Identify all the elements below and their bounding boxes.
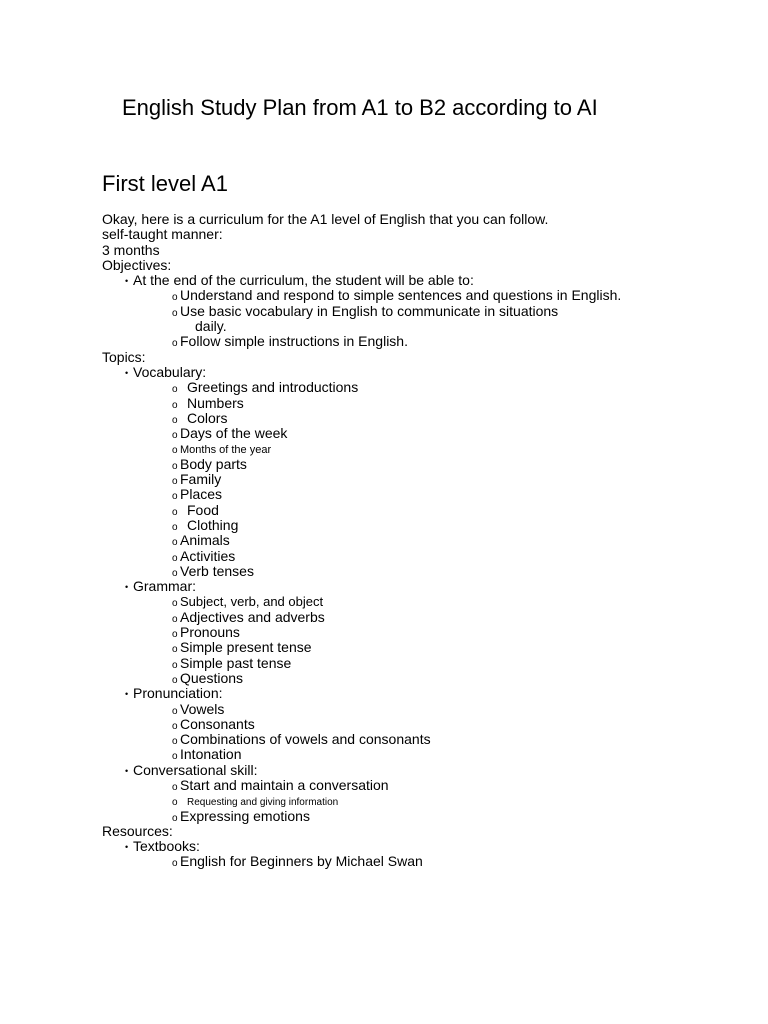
circle-bullet-icon: o bbox=[172, 659, 178, 671]
list-item-text: Adjectives and adverbs bbox=[180, 608, 325, 625]
list-item bbox=[102, 594, 722, 609]
bullet-item bbox=[102, 365, 722, 380]
circle-bullet-icon: o bbox=[172, 629, 178, 641]
list-item bbox=[102, 503, 722, 518]
circle-bullet-icon: o bbox=[172, 613, 178, 625]
bullet-item bbox=[102, 273, 722, 288]
bullet-icon: • bbox=[125, 689, 129, 700]
list-item-text: Colors bbox=[187, 409, 228, 426]
bullet-icon: • bbox=[125, 582, 129, 593]
list-item-text: Requesting and giving information bbox=[187, 797, 339, 809]
list-item bbox=[102, 671, 722, 686]
circle-bullet-icon: o bbox=[172, 705, 178, 717]
list-item-text: Numbers bbox=[187, 394, 244, 411]
list-item bbox=[102, 747, 722, 762]
list-item-text: Understand and respond to simple sentences and questions in English. bbox=[180, 287, 622, 304]
bullet-icon: • bbox=[125, 276, 129, 287]
list-item-continuation: daily. bbox=[195, 318, 227, 335]
list-item-text: Food bbox=[187, 501, 219, 518]
list-item-text: Months of the year bbox=[180, 444, 272, 457]
circle-bullet-icon: o bbox=[172, 751, 178, 763]
list-item-text: Places bbox=[180, 486, 223, 503]
circle-bullet-icon: o bbox=[172, 506, 178, 518]
circle-bullet-icon: o bbox=[172, 307, 178, 319]
conversational-label: Conversational skill: bbox=[133, 761, 258, 778]
list-item-text: Body parts bbox=[180, 455, 247, 472]
circle-bullet-icon: o bbox=[172, 399, 178, 411]
bullet-icon: • bbox=[125, 367, 129, 378]
list-item bbox=[102, 334, 722, 349]
list-item bbox=[102, 854, 722, 869]
list-item-text: Greetings and introductions bbox=[187, 379, 359, 396]
list-item-text: Consonants bbox=[180, 715, 255, 732]
circle-bullet-icon: o bbox=[172, 644, 178, 656]
circle-bullet-icon: o bbox=[172, 384, 178, 396]
list-item-text: Expressing emotions bbox=[180, 807, 310, 824]
objectives-bullet-text: At the end of the curriculum, the student will be able to: bbox=[133, 272, 474, 289]
textbooks-label: Textbooks: bbox=[133, 838, 200, 855]
list-item bbox=[102, 411, 722, 426]
list-item-text: Simple past tense bbox=[180, 654, 292, 671]
list-item-text: Activities bbox=[180, 547, 236, 564]
list-item-text: Use basic vocabulary in English to communicate in situations bbox=[180, 302, 559, 319]
circle-bullet-icon: o bbox=[172, 552, 178, 564]
bullet-item bbox=[102, 686, 722, 701]
document-title: English Study Plan from A1 to B2 according to AI bbox=[122, 95, 598, 120]
list-item-text: Days of the week bbox=[180, 425, 288, 442]
vocabulary-label: Vocabulary: bbox=[133, 363, 207, 380]
circle-bullet-icon: o bbox=[172, 674, 178, 686]
circle-bullet-icon: o bbox=[172, 414, 178, 426]
list-item bbox=[102, 717, 722, 732]
list-item bbox=[102, 441, 722, 456]
circle-bullet-icon: o bbox=[172, 445, 178, 457]
list-item-text: Intonation bbox=[180, 746, 242, 763]
circle-bullet-icon: o bbox=[172, 797, 178, 809]
circle-bullet-icon: o bbox=[172, 521, 178, 533]
list-item bbox=[102, 732, 722, 747]
list-item-text: Family bbox=[180, 471, 222, 488]
list-item-text: English for Beginners by Michael Swan bbox=[180, 853, 423, 870]
intro-text: Okay, here is a curriculum for the A1 level of English that you can follow. bbox=[102, 211, 549, 227]
grammar-label: Grammar: bbox=[133, 578, 196, 595]
list-item-text: Start and maintain a conversation bbox=[180, 776, 389, 793]
pronunciation-label: Pronunciation: bbox=[133, 685, 223, 702]
circle-bullet-icon: o bbox=[172, 598, 178, 610]
resources-label: Resources: bbox=[102, 822, 173, 839]
bullet-item bbox=[102, 839, 722, 854]
circle-bullet-icon: o bbox=[172, 567, 178, 579]
list-item-text: Questions bbox=[180, 669, 244, 686]
bullet-item bbox=[102, 763, 722, 778]
list-item bbox=[102, 564, 722, 579]
section-heading: First level A1 bbox=[102, 171, 228, 196]
list-item bbox=[102, 457, 722, 472]
list-item bbox=[102, 793, 722, 808]
list-item-text: Verb tenses bbox=[180, 562, 254, 579]
list-item-text: Vowels bbox=[180, 700, 225, 717]
duration-text: 3 months bbox=[102, 241, 160, 258]
list-item-text: Animals bbox=[180, 532, 230, 549]
circle-bullet-icon: o bbox=[172, 338, 178, 350]
list-item-text: Clothing bbox=[187, 516, 239, 533]
list-item bbox=[102, 702, 722, 717]
list-item bbox=[102, 549, 722, 564]
list-item bbox=[102, 380, 722, 395]
list-item-text: Pronouns bbox=[180, 624, 240, 641]
circle-bullet-icon: o bbox=[172, 736, 178, 748]
list-item-text: Follow simple instructions in English. bbox=[180, 333, 408, 350]
objectives-label: Objectives: bbox=[102, 256, 172, 273]
list-item bbox=[102, 640, 722, 655]
list-item-text: Combinations of vowels and consonants bbox=[180, 731, 431, 748]
circle-bullet-icon: o bbox=[172, 781, 178, 793]
list-item bbox=[102, 426, 722, 441]
bullet-icon: • bbox=[125, 765, 129, 776]
list-item bbox=[102, 778, 722, 793]
circle-bullet-icon: o bbox=[172, 858, 178, 870]
list-item bbox=[102, 533, 722, 548]
circle-bullet-icon: o bbox=[172, 430, 178, 442]
circle-bullet-icon: o bbox=[172, 537, 178, 549]
circle-bullet-icon: o bbox=[172, 292, 178, 304]
circle-bullet-icon: o bbox=[172, 460, 178, 472]
circle-bullet-icon: o bbox=[172, 812, 178, 824]
list-item bbox=[102, 472, 722, 487]
list-item bbox=[102, 288, 722, 303]
list-item bbox=[102, 396, 722, 411]
list-item bbox=[102, 809, 722, 824]
list-item bbox=[102, 518, 722, 533]
list-item-text: Subject, verb, and object bbox=[180, 594, 324, 610]
manner-text: self-taught manner: bbox=[102, 226, 223, 243]
circle-bullet-icon: o bbox=[172, 720, 178, 732]
bullet-item bbox=[102, 579, 722, 594]
circle-bullet-icon: o bbox=[172, 476, 178, 488]
list-item bbox=[102, 625, 722, 640]
list-item bbox=[102, 487, 722, 502]
section-body bbox=[102, 212, 722, 870]
list-item bbox=[102, 656, 722, 671]
topics-label: Topics: bbox=[102, 348, 146, 365]
list-item bbox=[102, 610, 722, 625]
list-item bbox=[102, 304, 722, 319]
list-item-text: Simple present tense bbox=[180, 639, 312, 656]
circle-bullet-icon: o bbox=[172, 491, 178, 503]
bullet-icon: • bbox=[125, 842, 129, 853]
